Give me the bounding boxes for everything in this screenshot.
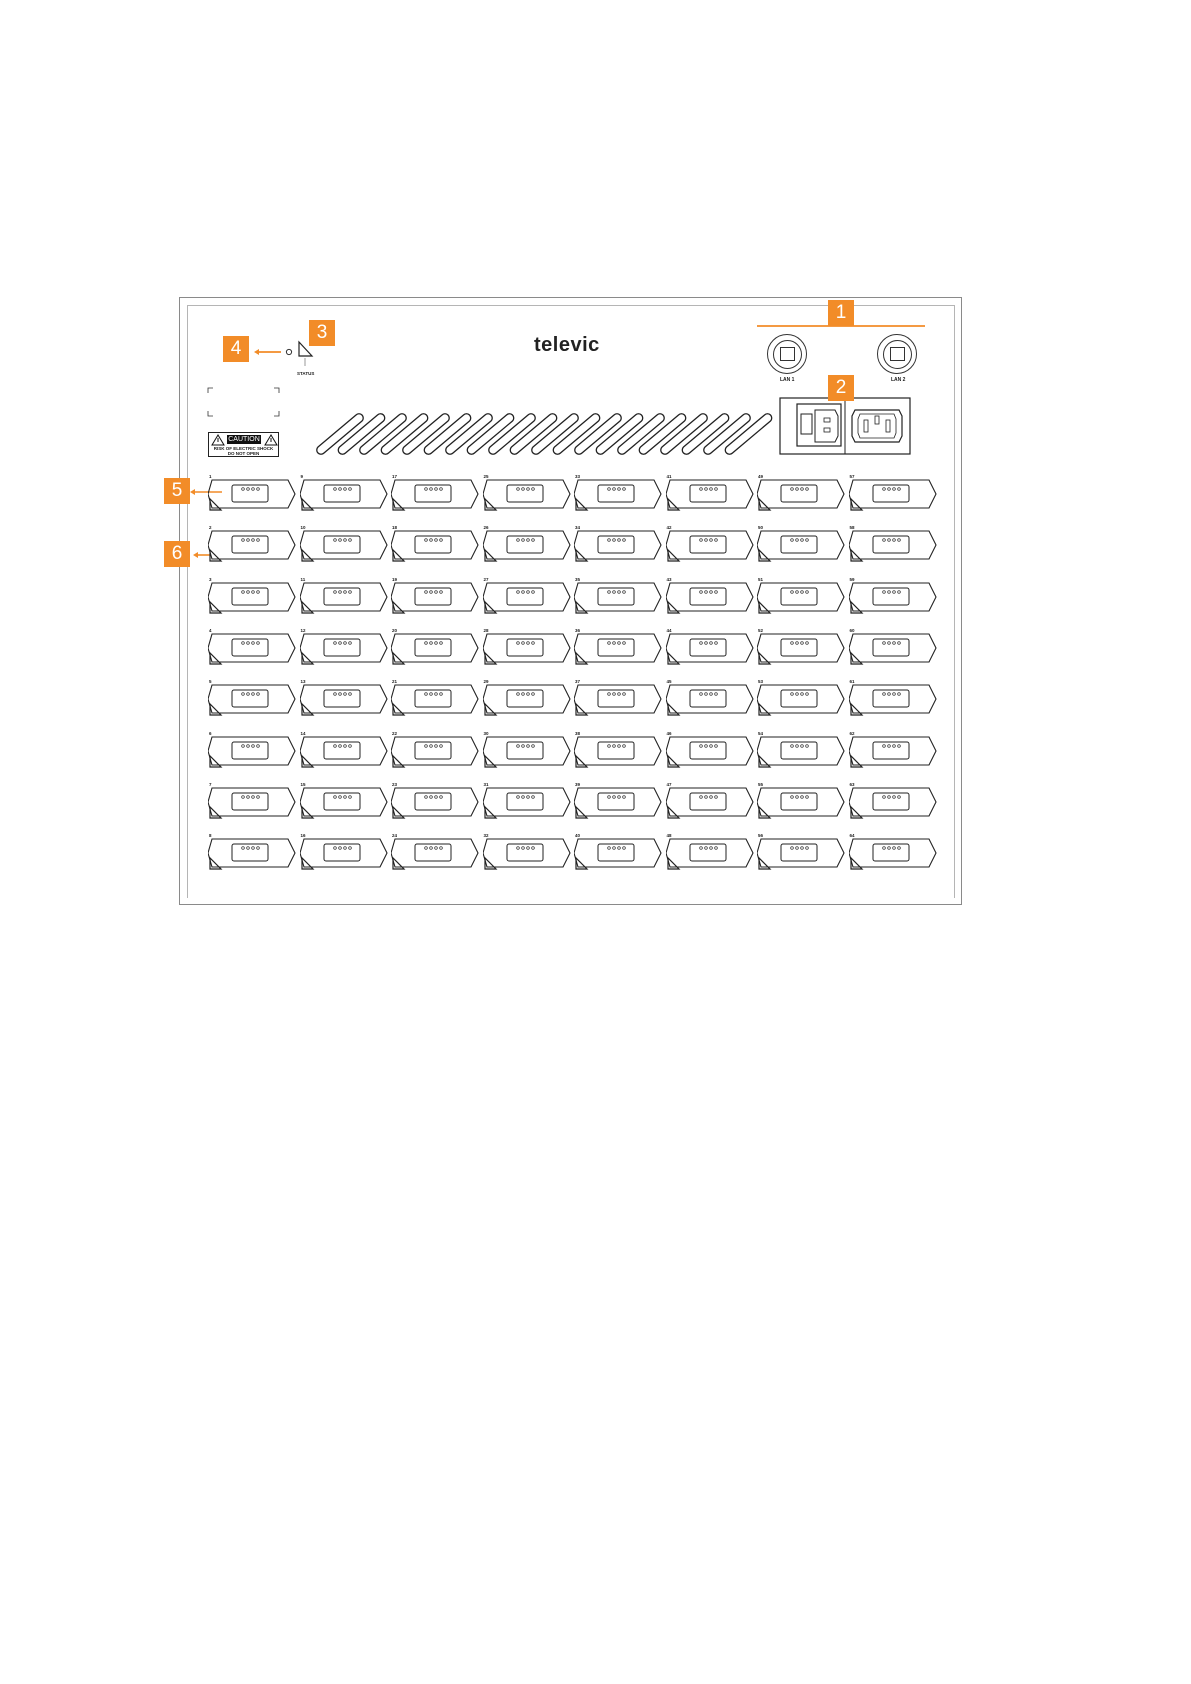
connector-drawing xyxy=(574,632,662,666)
connector-drawing xyxy=(300,529,388,563)
channel-number: 22 xyxy=(392,730,398,736)
channel-number: 38 xyxy=(575,730,581,736)
mounting-marks xyxy=(208,388,279,416)
status-led-arrowhead xyxy=(254,349,259,355)
channel-connector xyxy=(300,525,388,563)
channel-connector xyxy=(849,679,937,717)
callout-6-channel-in: 6 xyxy=(164,541,190,567)
channel-connector xyxy=(300,474,388,512)
connector-drawing xyxy=(757,735,845,769)
connector-drawing xyxy=(483,529,571,563)
power-switch xyxy=(801,414,812,434)
channel-connector xyxy=(300,576,388,615)
lan2-port xyxy=(877,334,917,374)
channel-connector xyxy=(757,627,845,666)
status-label: STATUS xyxy=(297,371,315,376)
connector-drawing xyxy=(757,581,845,615)
channel-connector xyxy=(757,781,845,820)
channel-number: 36 xyxy=(575,627,581,633)
vent-slot xyxy=(596,414,642,454)
connector-drawing xyxy=(849,529,937,563)
vent-slot xyxy=(618,414,664,454)
status-led xyxy=(286,349,291,354)
channel-connector xyxy=(757,730,845,769)
connector-drawing xyxy=(300,735,388,769)
channel-number: 16 xyxy=(300,833,306,839)
connector-drawing xyxy=(391,632,479,666)
channel-connector xyxy=(574,730,662,769)
connector-drawing xyxy=(483,581,571,615)
channel-connector xyxy=(574,627,662,666)
channel-connector xyxy=(208,525,296,563)
channel-number: 39 xyxy=(575,781,581,787)
channel-number: 64 xyxy=(849,833,855,839)
vent-slot xyxy=(446,414,492,454)
connector-drawing xyxy=(391,837,479,871)
channel-connector xyxy=(666,576,754,615)
channel-connector xyxy=(757,679,845,717)
caution-title: CAUTION xyxy=(228,436,260,443)
channel-number: 3 xyxy=(209,576,212,582)
vent-slot xyxy=(575,414,621,454)
callout-2-power: 2 xyxy=(828,375,854,401)
channel-connector xyxy=(574,781,662,820)
channel-connector xyxy=(483,679,571,717)
channel-connector xyxy=(300,679,388,717)
connector-drawing xyxy=(300,786,388,820)
channel-number: 43 xyxy=(666,576,672,582)
channel-connector xyxy=(849,525,937,563)
vent-slot xyxy=(317,414,363,454)
channel-number: 34 xyxy=(575,525,581,531)
connector-drawing xyxy=(666,683,754,717)
vent-slot xyxy=(360,414,406,454)
brand-logo: televic xyxy=(534,334,600,356)
connector-drawing xyxy=(666,786,754,820)
connector-drawing xyxy=(757,837,845,871)
channel-number: 25 xyxy=(483,474,489,479)
connector-drawing xyxy=(849,683,937,717)
lan2-label: LAN 2 xyxy=(891,377,906,383)
channel-number: 58 xyxy=(849,525,855,531)
channel-in-arrowhead xyxy=(193,552,198,558)
channel-number: 35 xyxy=(575,576,581,582)
vent-slot xyxy=(639,414,685,454)
channel-connector xyxy=(849,576,937,615)
connector-drawing xyxy=(300,581,388,615)
connector-drawing xyxy=(574,581,662,615)
channel-number: 21 xyxy=(392,679,398,685)
channel-number: 62 xyxy=(849,730,855,736)
channel-out-arrowhead xyxy=(190,489,195,495)
connector-drawing xyxy=(483,735,571,769)
channel-number: 30 xyxy=(483,730,489,736)
connector-drawing xyxy=(574,478,662,512)
connector-drawing xyxy=(849,478,937,512)
channel-connector xyxy=(666,679,754,717)
channel-number: 32 xyxy=(483,833,489,839)
connector-drawing xyxy=(574,735,662,769)
channel-number: 33 xyxy=(575,474,581,479)
channel-number: 49 xyxy=(758,474,764,479)
channel-number: 2 xyxy=(209,525,212,531)
channel-number: 19 xyxy=(392,576,398,582)
channel-number: 20 xyxy=(392,627,398,633)
connector-drawing xyxy=(483,478,571,512)
channel-number: 10 xyxy=(300,525,306,531)
channel-connector xyxy=(849,730,937,769)
connector-drawing xyxy=(300,632,388,666)
channel-connector xyxy=(483,781,571,820)
channel-number: 31 xyxy=(483,781,489,787)
vent-slot xyxy=(661,414,707,454)
channel-connector xyxy=(483,474,571,512)
channel-connector xyxy=(208,730,296,769)
channel-connector xyxy=(574,833,662,871)
vent-slot xyxy=(725,414,771,454)
channel-number: 48 xyxy=(666,833,672,839)
connector-drawing xyxy=(483,683,571,717)
channel-number: 42 xyxy=(666,525,672,531)
channel-connector xyxy=(666,627,754,666)
channel-connector xyxy=(483,730,571,769)
channel-number: 52 xyxy=(758,627,764,633)
channel-connector xyxy=(208,627,296,666)
channel-number: 37 xyxy=(575,679,581,685)
channel-connector xyxy=(757,525,845,563)
connector-drawing xyxy=(666,735,754,769)
connector-drawing xyxy=(208,683,296,717)
channel-number: 23 xyxy=(392,781,398,787)
channel-number: 53 xyxy=(758,679,764,685)
channel-number: 29 xyxy=(483,679,489,685)
channel-connector xyxy=(300,730,388,769)
callout-1-lan: 1 xyxy=(828,300,854,326)
vent-slot xyxy=(532,414,578,454)
channel-connector xyxy=(574,576,662,615)
channel-connector xyxy=(574,474,662,512)
connector-drawing xyxy=(208,581,296,615)
channel-number: 51 xyxy=(758,576,764,582)
connector-drawing xyxy=(757,632,845,666)
channel-number: 41 xyxy=(666,474,672,479)
channel-number: 6 xyxy=(209,730,212,736)
channel-connector xyxy=(757,474,845,512)
channel-connector xyxy=(391,781,479,820)
connector-drawing xyxy=(483,786,571,820)
vent-slot xyxy=(704,414,750,454)
connector-drawing xyxy=(757,478,845,512)
channel-connector xyxy=(483,627,571,666)
channel-number: 7 xyxy=(209,781,212,787)
connector-drawing xyxy=(849,632,937,666)
lan1-label: LAN 1 xyxy=(780,377,795,383)
vent-slot xyxy=(489,414,535,454)
connector-drawing xyxy=(574,683,662,717)
channel-connector xyxy=(666,525,754,563)
connector-drawing xyxy=(849,735,937,769)
channel-number: 44 xyxy=(666,627,672,633)
connector-drawing xyxy=(208,478,296,512)
channel-number: 5 xyxy=(209,679,212,685)
connector-drawing xyxy=(574,786,662,820)
connector-drawing xyxy=(666,581,754,615)
channel-number: 57 xyxy=(849,474,855,479)
channel-number: 4 xyxy=(209,627,212,633)
channel-number: 27 xyxy=(483,576,489,582)
channel-connector xyxy=(483,833,571,871)
vent-slot xyxy=(510,414,556,454)
channel-connector xyxy=(300,833,388,871)
channel-connector xyxy=(666,730,754,769)
channel-number: 55 xyxy=(758,781,764,787)
connector-drawing xyxy=(208,632,296,666)
connector-drawing xyxy=(757,683,845,717)
channel-connector xyxy=(849,627,937,666)
channel-connector xyxy=(391,474,479,512)
vent-slot xyxy=(424,414,470,454)
vent-slot xyxy=(381,414,427,454)
ventilation-slots xyxy=(317,414,772,454)
vent-slot xyxy=(553,414,599,454)
connector-drawing xyxy=(208,735,296,769)
channel-number: 47 xyxy=(666,781,672,787)
vent-slot xyxy=(338,414,384,454)
channel-number: 11 xyxy=(300,576,306,582)
channel-number: 12 xyxy=(300,627,306,633)
connector-drawing xyxy=(483,632,571,666)
channel-connector xyxy=(666,833,754,871)
channel-number: 9 xyxy=(300,474,304,479)
channel-number: 15 xyxy=(300,781,306,787)
connector-drawing xyxy=(849,786,937,820)
connector-drawing xyxy=(666,529,754,563)
power-inlet xyxy=(815,410,838,442)
connector-drawing xyxy=(208,786,296,820)
connector-drawing xyxy=(849,837,937,871)
connector-drawing xyxy=(391,529,479,563)
vent-slot xyxy=(403,414,449,454)
channel-connector xyxy=(391,525,479,563)
channel-number: 54 xyxy=(758,730,764,736)
connector-drawing xyxy=(300,478,388,512)
connector-drawing xyxy=(574,529,662,563)
connector-drawing xyxy=(391,581,479,615)
lan1-port xyxy=(767,334,807,374)
callout-5-channel-out: 5 xyxy=(164,478,190,504)
channel-connector xyxy=(849,833,937,871)
connector-drawing xyxy=(391,683,479,717)
channel-number: 17 xyxy=(392,474,398,479)
connector-drawing xyxy=(300,837,388,871)
connector-drawing xyxy=(757,529,845,563)
channel-connector xyxy=(483,525,571,563)
channel-number: 59 xyxy=(849,576,855,582)
channel-number: 60 xyxy=(849,627,855,633)
connector-drawing xyxy=(483,837,571,871)
channel-number: 13 xyxy=(300,679,306,685)
connector-drawing xyxy=(666,837,754,871)
channel-number: 46 xyxy=(666,730,672,736)
channel-connector xyxy=(391,627,479,666)
connector-drawing xyxy=(757,786,845,820)
channel-connector xyxy=(208,576,296,615)
channel-connector xyxy=(208,474,296,512)
connector-drawing xyxy=(300,683,388,717)
connector-drawing xyxy=(666,632,754,666)
connector-drawing xyxy=(666,478,754,512)
connector-drawing xyxy=(849,581,937,615)
channel-connector xyxy=(300,627,388,666)
channel-number: 61 xyxy=(849,679,855,685)
caution-sticker xyxy=(208,432,279,457)
channel-connector xyxy=(391,730,479,769)
channel-number: 56 xyxy=(758,833,764,839)
channel-connector xyxy=(208,781,296,820)
connector-drawing xyxy=(391,478,479,512)
channel-connector xyxy=(574,525,662,563)
connector-drawing xyxy=(208,837,296,871)
channel-connector xyxy=(757,576,845,615)
caution-line-1: RISK OF ELECTRIC SHOCK xyxy=(213,446,274,451)
channel-number: 1 xyxy=(209,474,212,479)
channel-connector xyxy=(666,474,754,512)
channel-number: 45 xyxy=(666,679,672,685)
channel-connector xyxy=(574,679,662,717)
channel-connector xyxy=(757,833,845,871)
channel-number: 24 xyxy=(392,833,398,839)
channel-number: 14 xyxy=(300,730,306,736)
connector-drawing xyxy=(391,735,479,769)
channel-connector xyxy=(849,474,937,512)
channel-connector xyxy=(391,576,479,615)
channel-connector xyxy=(391,833,479,871)
channel-number: 26 xyxy=(483,525,489,531)
channel-number: 40 xyxy=(575,833,581,839)
callout-3-status: 3 xyxy=(309,320,335,346)
caution-line-2: DO NOT OPEN xyxy=(227,451,260,456)
vent-slot xyxy=(467,414,513,454)
connector-drawing xyxy=(574,837,662,871)
channel-connector xyxy=(483,576,571,615)
channel-number: 63 xyxy=(849,781,855,787)
channel-connector xyxy=(391,679,479,717)
channel-connector xyxy=(849,781,937,820)
channel-number: 28 xyxy=(483,627,489,633)
channel-number: 8 xyxy=(209,833,212,839)
channel-number: 18 xyxy=(392,525,398,531)
vent-slot xyxy=(682,414,728,454)
channel-connector xyxy=(208,679,296,717)
channel-connector xyxy=(208,833,296,871)
connector-drawing xyxy=(208,529,296,563)
channel-number: 50 xyxy=(758,525,764,531)
channel-connector xyxy=(300,781,388,820)
connector-drawing xyxy=(391,786,479,820)
channel-connector xyxy=(666,781,754,820)
callout-4-led: 4 xyxy=(223,336,249,362)
